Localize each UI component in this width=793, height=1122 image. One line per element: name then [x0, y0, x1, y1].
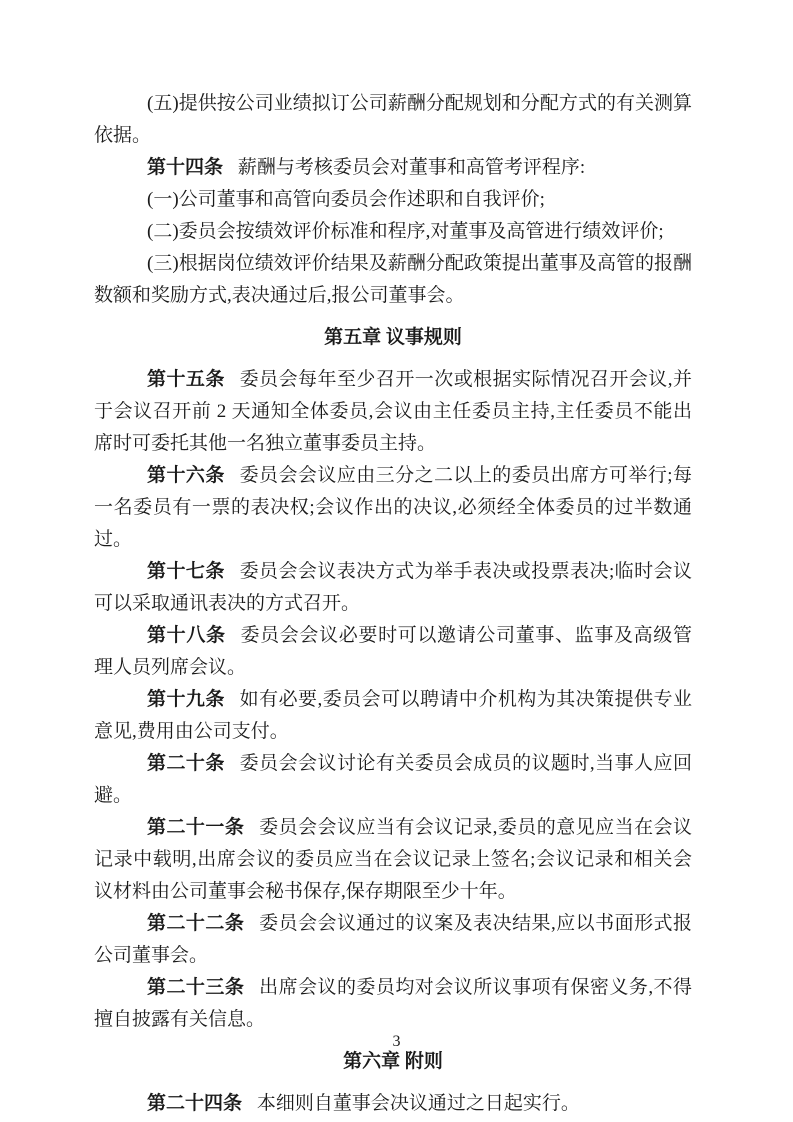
paragraph-article-23 [94, 972, 692, 1036]
paragraph-text: (二)委员会按绩效评价标准和程序,对董事及高管进行绩效评价; [147, 221, 664, 242]
article-number: 第十五条 [147, 369, 225, 390]
paragraph-text: 委员会会议讨论有关委员会成员的议题时,当事人应回避。 [94, 753, 692, 806]
paragraph-item-5 [94, 88, 692, 152]
article-number: 第二十四条 [147, 1093, 243, 1114]
paragraph-text: 委员会每年至少召开一次或根据实际情况召开会议,并于会议召开前 2 天通知全体委员,会议由主任委员主持,主任委员不能出席时可委托其他一名独立董事委员主持。 [94, 369, 692, 454]
paragraph-text: (三)根据岗位绩效评价结果及薪酬分配政策提出董事及高管的报酬数额和奖励方式,表决通过后,报公司董事会。 [94, 253, 692, 306]
paragraph-article-17 [94, 556, 692, 620]
article-number: 第十六条 [147, 465, 225, 486]
paragraph-article-18 [94, 620, 692, 684]
paragraph-text: 委员会会议表决方式为举手表决或投票表决;临时会议可以采取通讯表决的方式召开。 [94, 561, 692, 614]
paragraph-text: (一)公司董事和高管向委员会作述职和自我评价; [147, 189, 545, 210]
paragraph-article-22 [94, 908, 692, 972]
article-number: 第十七条 [147, 561, 225, 582]
page-number: 3 [392, 1033, 401, 1050]
article-number: 第十八条 [147, 625, 226, 646]
article-number: 第二十二条 [147, 913, 245, 934]
paragraph-article-24 [94, 1088, 692, 1120]
paragraph-text: 委员会会议应由三分之二以上的委员出席方可举行;每一名委员有一票的表决权;会议作出的决议,必须经全体委员的过半数通过。 [94, 465, 692, 550]
paragraph-text: 如有必要,委员会可以聘请中介机构为其决策提供专业意见,费用由公司支付。 [94, 689, 692, 742]
paragraph-item-3 [94, 248, 692, 312]
paragraph-article-19 [94, 684, 692, 748]
paragraph-article-15 [94, 364, 692, 460]
chapter-heading-5: 第五章 议事规则 [324, 327, 462, 348]
chapter-heading-6: 第六章 附则 [343, 1051, 443, 1072]
paragraph-text: 委员会会议通过的议案及表决结果,应以书面形式报公司董事会。 [94, 913, 692, 966]
paragraph-article-16 [94, 460, 692, 556]
paragraph-text: 委员会会议应当有会议记录,委员的意见应当在会议记录中载明,出席会议的委员应当在会议记录上签名;会议记录和相关会议材料由公司董事会秘书保存,保存期限至少十年。 [94, 817, 692, 902]
article-number: 第十九条 [147, 689, 225, 710]
paragraph-article-20 [94, 748, 692, 812]
article-number: 第二十一条 [147, 817, 245, 838]
paragraph-text: (五)提供按公司业绩拟订公司薪酬分配规划和分配方式的有关测算依据。 [94, 93, 692, 146]
paragraph-article-21 [94, 812, 692, 908]
paragraph-text: 委员会会议必要时可以邀请公司董事、监事及高级管理人员列席会议。 [94, 625, 692, 678]
paragraph-text: 本细则自董事会决议通过之日起实行。 [256, 1093, 580, 1114]
document-content [94, 88, 692, 1120]
paragraph-item-1 [94, 184, 692, 216]
article-number: 第二十条 [147, 753, 225, 774]
article-number: 第二十三条 [147, 977, 245, 998]
paragraph-text: 薪酬与考核委员会对董事和高管考评程序: [237, 157, 586, 178]
article-number: 第十四条 [147, 157, 224, 178]
paragraph-article-14 [94, 152, 692, 184]
paragraph-item-2 [94, 216, 692, 248]
paragraph-text: 出席会议的委员均对会议所议事项有保密义务,不得擅自披露有关信息。 [94, 977, 692, 1030]
